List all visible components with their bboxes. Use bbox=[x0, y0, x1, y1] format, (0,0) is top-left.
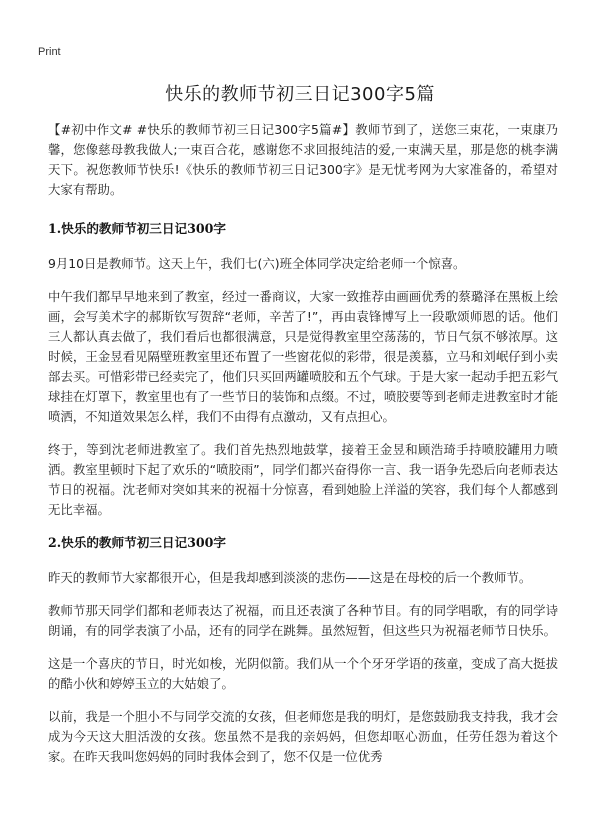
paragraph: 以前，我是一个胆小不与同学交流的女孩，但老师您是我的明灯，是您鼓励我支持我，我才会成为今天这大胆活泼的女孩。您虽然不是我的亲妈妈，但您却呕心沥血，任劳任怨为着这个家。在昨天我叫您妈妈的同时我体会到了，您不仅是一位优秀 bbox=[48, 709, 558, 764]
section-heading-2: 2.快乐的教师节初三日记300字 bbox=[48, 535, 226, 550]
page-title: 快乐的教师节初三日记300字5篇 bbox=[165, 84, 435, 105]
paragraph: 昨天的教师节大家都很开心，但是我却感到淡淡的悲伤——这是在母校的后一个教师节。 bbox=[48, 570, 532, 585]
paragraph: 教师节那天同学们都和老师表达了祝福，而且还表演了各种节目。有的同学唱歌，有的同学诗朗诵，有的同学表演了小品，还有的同学在跳舞。虽然短暂，但这些只为祝福老师节日快乐。 bbox=[48, 603, 558, 638]
print-link[interactable]: Print bbox=[38, 46, 61, 58]
paragraph: 中午我们都早早地来到了教室，经过一番商议，大家一致推荐由画画优秀的蔡璐泽在黑板上绘画，会写美术字的郝斯钦写贺辞“老师，辛苦了!”，再由袁锋博写上一段歌颂师恩的话。他们三人都认真去做了，我们看后也都很满意，只是觉得教室里空荡荡的，节日气氛不够浓厚。这时候，王金昱看见隔壁班教室里还布置了一些窗花似的彩带，很是羡慕，立马和刘岷仔到小卖部去买。可惜彩带已经卖完了，他们只买回两罐喷胶和五个气球。于是大家一起动手把五彩气球挂在灯罩下，教室里也有了一些节日的装饰和点缀。不过，喷胶要等到老师走进教室时才能喷洒，不知道效果怎么样，我们不由得有点激动，又有点担心。 bbox=[48, 289, 558, 424]
paragraph: 9月10日是教师节。这天上午，我们七(六)班全体同学决定给老师一个惊喜。 bbox=[48, 256, 466, 271]
intro-paragraph: 【#初中作文# #快乐的教师节初三日记300字5篇#】教师节到了，送您三束花，一束康乃馨，您像慈母教我做人;一束百合花，感谢您不求回报纯洁的爱,一束满天星，那是您的桃李满天下。祝您教师节快乐!《快乐的教师节初三日记300字》是无忧考网为大家准备的，希望对大家有帮助。 bbox=[48, 122, 558, 197]
paragraph: 这是一个喜庆的节日，时光如梭，光阴似箭。我们从一个个牙牙学语的孩童，变成了高大挺拔的酷小伙和婷婷玉立的大姑娘了。 bbox=[48, 656, 558, 691]
section-heading-1: 1.快乐的教师节初三日记300字 bbox=[48, 221, 226, 236]
article-body bbox=[48, 120, 558, 780]
paragraph: 终于，等到沈老师进教室了。我们首先热烈地鼓掌，接着王金昱和顾浩琦手持喷胶罐用力喷洒。教室里顿时下起了欢乐的“喷胶雨”，同学们都兴奋得你一言、我一语争先恐后向老师表达节日的祝福。沈老师对突如其来的祝福十分惊喜，看到她脸上洋溢的笑容，我们每个人都感到无比幸福。 bbox=[48, 442, 558, 517]
